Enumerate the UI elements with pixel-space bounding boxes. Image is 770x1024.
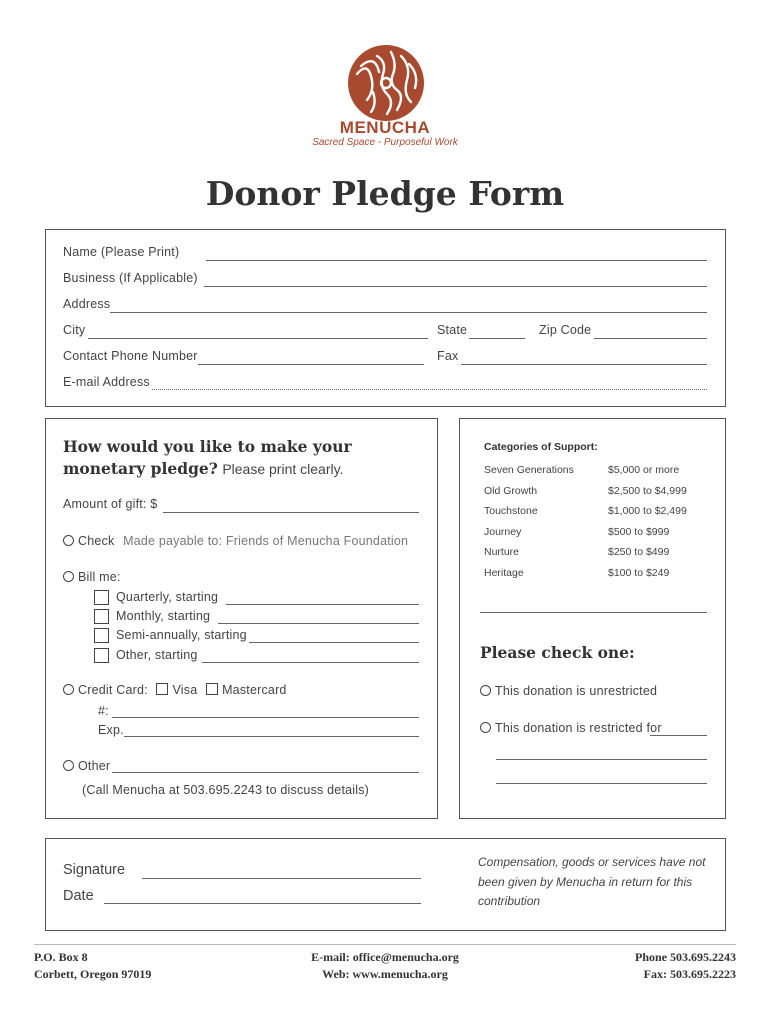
category-range: $250 to $499 xyxy=(608,546,670,558)
other-start-checkbox[interactable] xyxy=(94,648,109,663)
unrestricted-option[interactable] xyxy=(480,684,657,698)
card-number-field[interactable] xyxy=(112,717,419,718)
pledge-heading-normal: Please print clearly. xyxy=(222,461,344,477)
footer-email[interactable]: E-mail: office@menucha.org xyxy=(311,950,459,964)
restricted-radio-icon[interactable] xyxy=(480,722,491,733)
contact-info-section xyxy=(45,229,726,407)
state-field[interactable] xyxy=(469,338,525,339)
signature-label: Signature xyxy=(63,862,126,878)
pledge-heading-line2 xyxy=(63,459,343,479)
exp-field[interactable] xyxy=(124,736,419,737)
categories-section xyxy=(459,418,726,819)
quarterly-start-field[interactable] xyxy=(226,604,419,605)
signature-field[interactable] xyxy=(142,878,421,879)
category-range: $5,000 or more xyxy=(608,464,680,476)
semiannually-start-field[interactable] xyxy=(249,642,419,643)
address-label: Address xyxy=(63,297,111,311)
other-start-label: Other, starting xyxy=(116,648,198,662)
category-name: Old Growth xyxy=(484,485,538,497)
check-radio-icon[interactable] xyxy=(63,535,74,546)
fax-label: Fax xyxy=(437,349,459,363)
visa-label: Visa xyxy=(172,683,198,697)
zip-field[interactable] xyxy=(594,338,707,339)
mastercard-label: Mastercard xyxy=(222,683,287,697)
other-option[interactable] xyxy=(63,759,110,773)
compensation-note: Compensation, goods or services have not been given by Menucha in return for this contribution xyxy=(478,855,706,908)
restricted-purpose-field[interactable] xyxy=(650,735,707,736)
footer-city: Corbett, Oregon 97019 xyxy=(34,967,152,981)
mastercard-checkbox[interactable] xyxy=(206,683,218,695)
email-label: E-mail Address xyxy=(63,375,150,389)
category-range: $500 to $999 xyxy=(608,526,670,538)
credit-card-radio-icon[interactable] xyxy=(63,684,74,695)
restricted-purpose-line-2[interactable] xyxy=(496,759,707,760)
menucha-logo xyxy=(347,44,425,122)
footer-phone: Phone 503.695.2243 xyxy=(634,950,736,964)
monthly-start-field[interactable] xyxy=(218,623,419,624)
other-label: Other xyxy=(78,759,111,773)
categories-heading: Categories of Support: xyxy=(484,441,598,453)
bill-me-radio-icon[interactable] xyxy=(63,571,74,582)
check-payable-note: Made payable to: Friends of Menucha Foundation xyxy=(123,534,409,548)
footer-fax: Fax: 503.695.2223 xyxy=(643,967,736,981)
credit-card-label: Credit Card: xyxy=(78,683,148,697)
pledge-heading-line1: How would you like to make your xyxy=(63,437,352,456)
brand-tagline: Sacred Space - Purposeful Work xyxy=(312,137,458,148)
city-label: City xyxy=(63,323,86,337)
footer-web[interactable]: Web: www.menucha.org xyxy=(322,967,448,981)
brand-name: MENUCHA xyxy=(339,118,431,137)
category-range: $1,000 to $2,499 xyxy=(608,505,687,517)
email-field[interactable] xyxy=(152,389,707,390)
date-label: Date xyxy=(63,888,94,904)
address-field[interactable] xyxy=(110,312,707,313)
categories-divider xyxy=(480,612,707,613)
unrestricted-radio-icon[interactable] xyxy=(480,685,491,696)
visa-checkbox[interactable] xyxy=(156,683,168,695)
check-label: Check xyxy=(78,534,115,548)
category-name: Seven Generations xyxy=(484,464,574,476)
amount-label: Amount of gift: $ xyxy=(63,497,158,511)
category-range: $2,500 to $4,999 xyxy=(608,485,687,497)
monthly-checkbox[interactable] xyxy=(94,609,109,624)
category-name: Touchstone xyxy=(484,505,538,517)
category-range: $100 to $249 xyxy=(608,567,670,579)
fax-field[interactable] xyxy=(461,364,707,365)
category-name: Nurture xyxy=(484,546,520,558)
other-radio-icon[interactable] xyxy=(63,760,74,771)
unrestricted-label: This donation is unrestricted xyxy=(495,684,658,698)
menucha-logo-icon xyxy=(347,44,425,122)
business-field[interactable] xyxy=(204,286,707,287)
restricted-option[interactable] xyxy=(480,721,662,735)
semiannually-label: Semi-annually, starting xyxy=(116,628,247,642)
quarterly-checkbox[interactable] xyxy=(94,590,109,605)
exp-label: Exp. xyxy=(98,723,124,737)
check-one-heading: Please check one: xyxy=(480,643,635,662)
check-option[interactable] xyxy=(63,534,408,548)
date-field[interactable] xyxy=(104,903,421,904)
page-title: Donor Pledge Form xyxy=(205,174,565,213)
signature-section xyxy=(45,838,726,931)
restricted-label: This donation is restricted for xyxy=(495,721,662,735)
bill-me-label: Bill me: xyxy=(78,570,121,584)
monthly-label: Monthly, starting xyxy=(116,609,211,623)
city-field[interactable] xyxy=(88,338,428,339)
other-field[interactable] xyxy=(112,772,419,773)
business-label: Business (If Applicable) xyxy=(63,271,198,285)
quarterly-label: Quarterly, starting xyxy=(116,590,219,604)
credit-card-option[interactable] xyxy=(63,683,287,697)
bill-me-option[interactable] xyxy=(63,570,121,584)
category-name: Journey xyxy=(484,526,522,538)
phone-field[interactable] xyxy=(198,364,424,365)
phone-label: Contact Phone Number xyxy=(63,349,198,363)
call-note: (Call Menucha at 503.695.2243 to discuss details) xyxy=(82,783,370,797)
restricted-purpose-line-3[interactable] xyxy=(496,783,707,784)
footer-divider xyxy=(34,944,736,945)
footer-po-box: P.O. Box 8 xyxy=(34,950,88,964)
pledge-section xyxy=(45,418,438,819)
state-label: State xyxy=(437,323,468,337)
name-field[interactable] xyxy=(206,260,707,261)
name-label: Name (Please Print) xyxy=(63,245,180,259)
amount-field[interactable] xyxy=(163,512,419,513)
pledge-heading-bold: monetary pledge? xyxy=(63,459,218,478)
category-name: Heritage xyxy=(484,567,524,579)
zip-label: Zip Code xyxy=(539,323,592,337)
other-start-field[interactable] xyxy=(202,662,419,663)
card-number-label: #: xyxy=(98,704,109,718)
semiannually-checkbox[interactable] xyxy=(94,628,109,643)
